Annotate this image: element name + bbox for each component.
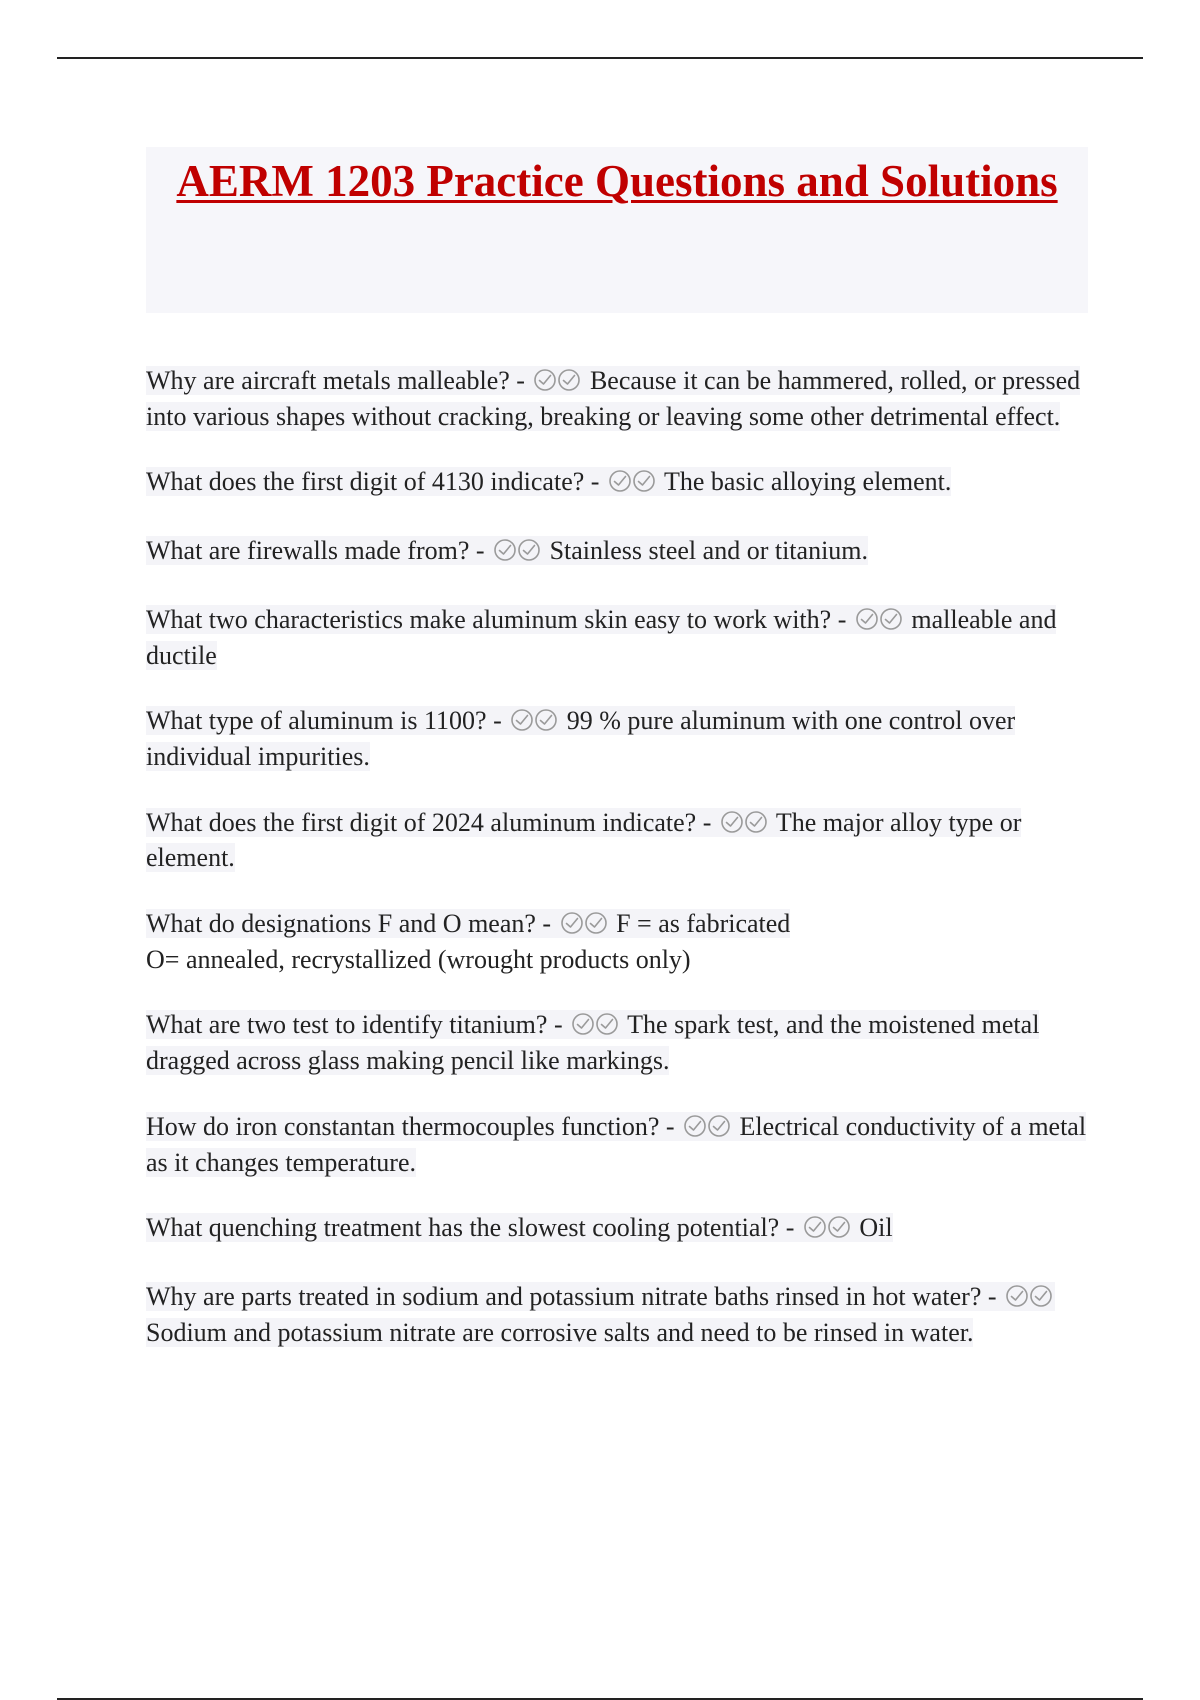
- question-text: Why are parts treated in sodium and potassium nitrate baths rinsed in hot water?: [146, 1281, 982, 1311]
- separator: -: [584, 467, 606, 497]
- qa-item: [146, 705, 1088, 773]
- double-check-circle-icon: [510, 708, 558, 741]
- question-text: What does the first digit of 2024 aluminum indicate?: [146, 807, 697, 837]
- question-text: What type of aluminum is 1100?: [146, 706, 487, 736]
- qa-list: [146, 365, 1088, 1382]
- question-text: Why are aircraft metals malleable?: [146, 366, 510, 395]
- double-check-circle-icon: [560, 911, 608, 944]
- qa-item: [146, 807, 1088, 875]
- question-text: How do iron constantan thermocouples function?: [146, 1111, 660, 1141]
- question-text: What are firewalls made from?: [146, 536, 470, 566]
- question-text: What are two test to identify titanium?: [146, 1010, 548, 1040]
- document-title: AERM 1203 Practice Questions and Solutions: [176, 156, 1058, 206]
- answer-text: F = as fabricated: [616, 909, 791, 939]
- double-check-circle-icon: [493, 538, 541, 571]
- qa-item: [146, 1281, 1088, 1349]
- answer-text-line2: O= annealed, recrystallized (wrought products only): [146, 944, 691, 974]
- question-text: What does the first digit of 4130 indicate?: [146, 467, 585, 497]
- double-check-circle-icon: [571, 1012, 619, 1045]
- answer-text: malleable and ductile: [146, 604, 1057, 670]
- question-text: What do designations F and O mean?: [146, 909, 536, 939]
- answer-text: The major alloy type or element.: [146, 807, 1022, 873]
- answer-text: Sodium and potassium nitrate are corrosive salts and need to be rinsed in water.: [146, 1317, 974, 1347]
- answer-text: Electrical conductivity of a metal as it changes temperature.: [146, 1111, 1087, 1177]
- separator: -: [831, 604, 853, 634]
- question-text: What two characteristics make aluminum skin easy to work with?: [146, 604, 832, 634]
- qa-item: [146, 535, 1088, 571]
- answer-text: The spark test, and the moistened metal dragged across glass making pencil like markings.: [146, 1010, 1040, 1076]
- separator: -: [547, 1010, 570, 1040]
- separator: -: [981, 1281, 1004, 1311]
- answer-text: Oil: [859, 1213, 893, 1243]
- double-check-circle-icon: [608, 469, 656, 502]
- double-check-circle-icon: [683, 1114, 731, 1147]
- separator: -: [486, 706, 509, 736]
- qa-item: [146, 1009, 1088, 1077]
- qa-item: [146, 1111, 1088, 1179]
- qa-item: [146, 1212, 1088, 1248]
- qa-item: [146, 466, 1088, 502]
- double-check-circle-icon: [855, 607, 903, 640]
- separator: -: [779, 1213, 801, 1243]
- separator: -: [535, 909, 558, 939]
- answer-text: The basic alloying element.: [663, 467, 952, 497]
- answer-text: Stainless steel and or titanium.: [549, 536, 869, 566]
- top-rule: [57, 57, 1143, 59]
- double-check-circle-icon: [803, 1215, 851, 1248]
- qa-item: [146, 908, 1088, 976]
- title-box: [146, 147, 1088, 313]
- double-check-circle-icon: [533, 368, 581, 401]
- separator: -: [509, 366, 532, 395]
- qa-item: [146, 604, 1088, 672]
- answer-text: Because it can be hammered, rolled, or pressed into various shapes without cracking, breaking or leaving some other detrimental effect.: [146, 366, 1081, 431]
- double-check-circle-icon: [720, 810, 768, 843]
- question-text: What quenching treatment has the slowest cooling potential?: [146, 1213, 780, 1243]
- qa-item: [146, 365, 1088, 433]
- separator: -: [469, 536, 492, 566]
- separator: -: [696, 807, 718, 837]
- double-check-circle-icon: [1005, 1284, 1053, 1317]
- separator: -: [659, 1111, 682, 1141]
- answer-text: 99 % pure aluminum with one control over individual impurities.: [146, 706, 1016, 771]
